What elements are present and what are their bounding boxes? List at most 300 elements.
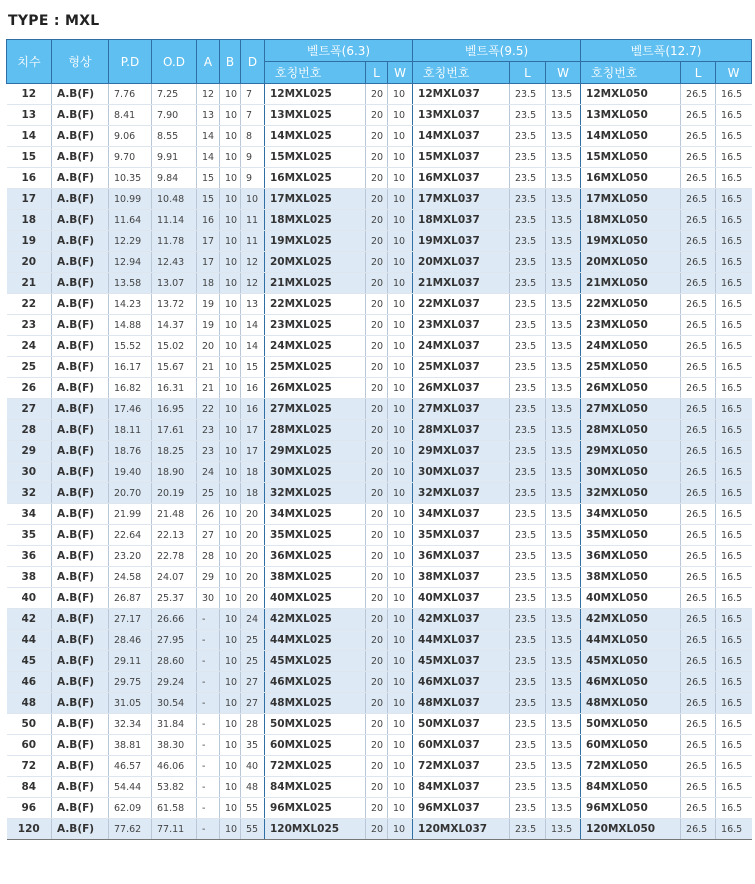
cell-part-no-12-7: 46MXL050 [581, 672, 681, 693]
cell-part-no-9-5: 30MXL037 [413, 462, 510, 483]
cell-w-12-7: 16.5 [716, 399, 752, 420]
cell-a: 17 [197, 231, 220, 252]
cell-w-9-5: 13.5 [546, 546, 581, 567]
cell-l-9-5: 23.5 [510, 630, 546, 651]
cell-od: 22.78 [152, 546, 197, 567]
table-row [7, 441, 752, 462]
cell-part-no-12-7: 35MXL050 [581, 525, 681, 546]
cell-w-6-3: 10 [388, 609, 413, 630]
cell-l-9-5: 23.5 [510, 420, 546, 441]
cell-part-no-6-3: 12MXL025 [265, 84, 366, 105]
cell-w-9-5: 13.5 [546, 714, 581, 735]
cell-b: 10 [220, 777, 241, 798]
cell-l-12-7: 26.5 [681, 798, 716, 819]
cell-size: 35 [7, 525, 52, 546]
cell-l-12-7: 26.5 [681, 147, 716, 168]
table-row [7, 756, 752, 777]
cell-part-no-9-5: 18MXL037 [413, 210, 510, 231]
cell-w-9-5: 13.5 [546, 651, 581, 672]
cell-part-no-6-3: 25MXL025 [265, 357, 366, 378]
cell-b: 10 [220, 273, 241, 294]
cell-w-9-5: 13.5 [546, 483, 581, 504]
cell-w-12-7: 16.5 [716, 336, 752, 357]
cell-part-no-6-3: 36MXL025 [265, 546, 366, 567]
cell-d: 25 [241, 630, 265, 651]
col-header-w: W [388, 62, 413, 84]
cell-w-9-5: 13.5 [546, 231, 581, 252]
cell-w-9-5: 13.5 [546, 84, 581, 105]
cell-d: 11 [241, 210, 265, 231]
cell-w-12-7: 16.5 [716, 693, 752, 714]
cell-l-12-7: 26.5 [681, 378, 716, 399]
cell-part-no-9-5: 26MXL037 [413, 378, 510, 399]
cell-part-no-12-7: 84MXL050 [581, 777, 681, 798]
cell-l-6-3: 20 [366, 798, 388, 819]
cell-w-6-3: 10 [388, 378, 413, 399]
cell-size: 48 [7, 693, 52, 714]
cell-part-no-9-5: 21MXL037 [413, 273, 510, 294]
cell-w-6-3: 10 [388, 252, 413, 273]
cell-part-no-6-3: 27MXL025 [265, 399, 366, 420]
cell-a: - [197, 693, 220, 714]
cell-l-9-5: 23.5 [510, 588, 546, 609]
cell-w-12-7: 16.5 [716, 483, 752, 504]
cell-l-6-3: 20 [366, 273, 388, 294]
cell-l-9-5: 23.5 [510, 735, 546, 756]
cell-a: 29 [197, 567, 220, 588]
cell-a: 20 [197, 336, 220, 357]
table-row [7, 714, 752, 735]
cell-w-9-5: 13.5 [546, 336, 581, 357]
cell-d: 16 [241, 399, 265, 420]
cell-part-no-9-5: 38MXL037 [413, 567, 510, 588]
cell-size: 42 [7, 609, 52, 630]
cell-part-no-12-7: 30MXL050 [581, 462, 681, 483]
cell-pd: 28.46 [109, 630, 152, 651]
cell-part-no-9-5: 17MXL037 [413, 189, 510, 210]
cell-w-6-3: 10 [388, 483, 413, 504]
cell-l-9-5: 23.5 [510, 819, 546, 840]
col-header-l: L [681, 62, 716, 84]
cell-part-no-12-7: 32MXL050 [581, 483, 681, 504]
cell-l-6-3: 20 [366, 609, 388, 630]
cell-shape: A.B(F) [52, 651, 109, 672]
cell-b: 10 [220, 294, 241, 315]
cell-pd: 17.46 [109, 399, 152, 420]
cell-l-9-5: 23.5 [510, 651, 546, 672]
cell-w-6-3: 10 [388, 399, 413, 420]
cell-w-12-7: 16.5 [716, 714, 752, 735]
cell-a: - [197, 630, 220, 651]
cell-w-12-7: 16.5 [716, 630, 752, 651]
cell-w-12-7: 16.5 [716, 294, 752, 315]
cell-part-no-9-5: 27MXL037 [413, 399, 510, 420]
table-row [7, 315, 752, 336]
cell-w-6-3: 10 [388, 126, 413, 147]
cell-b: 10 [220, 756, 241, 777]
cell-d: 14 [241, 315, 265, 336]
cell-l-9-5: 23.5 [510, 315, 546, 336]
cell-od: 22.13 [152, 525, 197, 546]
cell-shape: A.B(F) [52, 399, 109, 420]
cell-w-6-3: 10 [388, 441, 413, 462]
cell-part-no-6-3: 38MXL025 [265, 567, 366, 588]
cell-part-no-9-5: 24MXL037 [413, 336, 510, 357]
cell-part-no-12-7: 44MXL050 [581, 630, 681, 651]
table-row [7, 798, 752, 819]
cell-part-no-6-3: 45MXL025 [265, 651, 366, 672]
cell-od: 13.07 [152, 273, 197, 294]
cell-size: 96 [7, 798, 52, 819]
col-header-a: A [197, 40, 220, 84]
cell-b: 10 [220, 651, 241, 672]
cell-l-12-7: 26.5 [681, 105, 716, 126]
cell-size: 17 [7, 189, 52, 210]
cell-pd: 22.64 [109, 525, 152, 546]
cell-l-12-7: 26.5 [681, 315, 716, 336]
cell-w-6-3: 10 [388, 546, 413, 567]
table-row [7, 210, 752, 231]
cell-pd: 77.62 [109, 819, 152, 840]
cell-l-6-3: 20 [366, 483, 388, 504]
cell-w-6-3: 10 [388, 735, 413, 756]
cell-l-6-3: 20 [366, 231, 388, 252]
cell-pd: 11.64 [109, 210, 152, 231]
cell-part-no-9-5: 36MXL037 [413, 546, 510, 567]
cell-w-6-3: 10 [388, 630, 413, 651]
cell-w-6-3: 10 [388, 294, 413, 315]
cell-shape: A.B(F) [52, 630, 109, 651]
cell-d: 9 [241, 147, 265, 168]
cell-w-12-7: 16.5 [716, 462, 752, 483]
cell-part-no-12-7: 72MXL050 [581, 756, 681, 777]
cell-d: 7 [241, 84, 265, 105]
cell-d: 28 [241, 714, 265, 735]
cell-l-9-5: 23.5 [510, 756, 546, 777]
cell-shape: A.B(F) [52, 126, 109, 147]
cell-b: 10 [220, 189, 241, 210]
cell-d: 8 [241, 126, 265, 147]
cell-l-12-7: 26.5 [681, 777, 716, 798]
cell-size: 15 [7, 147, 52, 168]
cell-part-no-9-5: 48MXL037 [413, 693, 510, 714]
cell-a: 15 [197, 189, 220, 210]
cell-l-9-5: 23.5 [510, 483, 546, 504]
table-row [7, 651, 752, 672]
cell-size: 28 [7, 420, 52, 441]
cell-part-no-6-3: 15MXL025 [265, 147, 366, 168]
cell-l-12-7: 26.5 [681, 651, 716, 672]
cell-od: 16.31 [152, 378, 197, 399]
cell-l-9-5: 23.5 [510, 273, 546, 294]
cell-pd: 18.11 [109, 420, 152, 441]
cell-part-no-6-3: 120MXL025 [265, 819, 366, 840]
cell-b: 10 [220, 609, 241, 630]
cell-b: 10 [220, 819, 241, 840]
cell-d: 7 [241, 105, 265, 126]
cell-a: 26 [197, 504, 220, 525]
cell-size: 23 [7, 315, 52, 336]
cell-w-9-5: 13.5 [546, 735, 581, 756]
table-row [7, 378, 752, 399]
cell-od: 27.95 [152, 630, 197, 651]
cell-a: - [197, 735, 220, 756]
cell-part-no-9-5: 72MXL037 [413, 756, 510, 777]
cell-b: 10 [220, 735, 241, 756]
cell-shape: A.B(F) [52, 105, 109, 126]
cell-shape: A.B(F) [52, 462, 109, 483]
cell-b: 10 [220, 252, 241, 273]
cell-w-6-3: 10 [388, 588, 413, 609]
cell-l-6-3: 20 [366, 462, 388, 483]
cell-b: 10 [220, 336, 241, 357]
table-row [7, 273, 752, 294]
cell-l-9-5: 23.5 [510, 168, 546, 189]
cell-part-no-12-7: 18MXL050 [581, 210, 681, 231]
cell-part-no-6-3: 13MXL025 [265, 105, 366, 126]
table-row [7, 525, 752, 546]
table-row [7, 231, 752, 252]
cell-pd: 18.76 [109, 441, 152, 462]
cell-od: 11.78 [152, 231, 197, 252]
cell-part-no-12-7: 36MXL050 [581, 546, 681, 567]
cell-b: 10 [220, 168, 241, 189]
table-row [7, 420, 752, 441]
cell-w-9-5: 13.5 [546, 462, 581, 483]
cell-w-9-5: 13.5 [546, 777, 581, 798]
table-row [7, 504, 752, 525]
header-row-groups [7, 40, 752, 62]
cell-part-no-12-7: 26MXL050 [581, 378, 681, 399]
cell-w-6-3: 10 [388, 168, 413, 189]
cell-shape: A.B(F) [52, 735, 109, 756]
cell-l-12-7: 26.5 [681, 399, 716, 420]
cell-b: 10 [220, 231, 241, 252]
cell-shape: A.B(F) [52, 252, 109, 273]
cell-l-12-7: 26.5 [681, 735, 716, 756]
cell-d: 17 [241, 420, 265, 441]
cell-od: 21.48 [152, 504, 197, 525]
cell-w-6-3: 10 [388, 147, 413, 168]
cell-a: 13 [197, 105, 220, 126]
cell-part-no-9-5: 42MXL037 [413, 609, 510, 630]
cell-part-no-9-5: 34MXL037 [413, 504, 510, 525]
cell-l-9-5: 23.5 [510, 504, 546, 525]
cell-part-no-9-5: 35MXL037 [413, 525, 510, 546]
cell-size: 14 [7, 126, 52, 147]
cell-w-9-5: 13.5 [546, 168, 581, 189]
cell-part-no-6-3: 34MXL025 [265, 504, 366, 525]
cell-pd: 13.58 [109, 273, 152, 294]
cell-w-6-3: 10 [388, 189, 413, 210]
cell-w-9-5: 13.5 [546, 210, 581, 231]
cell-l-12-7: 26.5 [681, 357, 716, 378]
cell-w-6-3: 10 [388, 273, 413, 294]
cell-l-12-7: 26.5 [681, 294, 716, 315]
cell-l-6-3: 20 [366, 189, 388, 210]
cell-a: 24 [197, 462, 220, 483]
table-row [7, 336, 752, 357]
cell-l-9-5: 23.5 [510, 525, 546, 546]
cell-w-6-3: 10 [388, 756, 413, 777]
cell-pd: 10.35 [109, 168, 152, 189]
col-header-part-no: 호칭번호 [581, 62, 681, 84]
cell-l-9-5: 23.5 [510, 546, 546, 567]
cell-part-no-6-3: 16MXL025 [265, 168, 366, 189]
cell-part-no-9-5: 60MXL037 [413, 735, 510, 756]
cell-part-no-6-3: 22MXL025 [265, 294, 366, 315]
cell-part-no-9-5: 50MXL037 [413, 714, 510, 735]
cell-b: 10 [220, 504, 241, 525]
cell-shape: A.B(F) [52, 168, 109, 189]
pulley-spec-table [6, 39, 752, 840]
cell-b: 10 [220, 105, 241, 126]
cell-od: 53.82 [152, 777, 197, 798]
cell-part-no-12-7: 27MXL050 [581, 399, 681, 420]
cell-od: 31.84 [152, 714, 197, 735]
cell-shape: A.B(F) [52, 609, 109, 630]
col-header-w: W [546, 62, 581, 84]
table-row [7, 693, 752, 714]
cell-a: 22 [197, 399, 220, 420]
cell-a: 23 [197, 420, 220, 441]
cell-size: 22 [7, 294, 52, 315]
cell-shape: A.B(F) [52, 378, 109, 399]
cell-part-no-6-3: 18MXL025 [265, 210, 366, 231]
cell-w-9-5: 13.5 [546, 798, 581, 819]
cell-l-6-3: 20 [366, 735, 388, 756]
cell-part-no-6-3: 14MXL025 [265, 126, 366, 147]
cell-b: 10 [220, 399, 241, 420]
cell-a: - [197, 756, 220, 777]
cell-w-6-3: 10 [388, 567, 413, 588]
cell-shape: A.B(F) [52, 756, 109, 777]
cell-w-9-5: 13.5 [546, 630, 581, 651]
cell-w-12-7: 16.5 [716, 777, 752, 798]
cell-l-6-3: 20 [366, 714, 388, 735]
cell-pd: 62.09 [109, 798, 152, 819]
cell-od: 8.55 [152, 126, 197, 147]
cell-part-no-12-7: 19MXL050 [581, 231, 681, 252]
cell-pd: 29.75 [109, 672, 152, 693]
cell-d: 20 [241, 588, 265, 609]
cell-shape: A.B(F) [52, 336, 109, 357]
cell-part-no-9-5: 22MXL037 [413, 294, 510, 315]
cell-part-no-6-3: 96MXL025 [265, 798, 366, 819]
cell-part-no-12-7: 24MXL050 [581, 336, 681, 357]
cell-pd: 10.99 [109, 189, 152, 210]
cell-d: 20 [241, 567, 265, 588]
cell-part-no-12-7: 96MXL050 [581, 798, 681, 819]
cell-l-12-7: 26.5 [681, 567, 716, 588]
cell-part-no-6-3: 29MXL025 [265, 441, 366, 462]
cell-size: 84 [7, 777, 52, 798]
table-row [7, 819, 752, 840]
cell-d: 55 [241, 819, 265, 840]
cell-a: 21 [197, 378, 220, 399]
cell-size: 72 [7, 756, 52, 777]
cell-size: 34 [7, 504, 52, 525]
cell-l-6-3: 20 [366, 336, 388, 357]
cell-part-no-6-3: 21MXL025 [265, 273, 366, 294]
cell-d: 11 [241, 231, 265, 252]
cell-l-6-3: 20 [366, 105, 388, 126]
col-header-w: W [716, 62, 752, 84]
cell-d: 12 [241, 273, 265, 294]
cell-b: 10 [220, 630, 241, 651]
table-row [7, 630, 752, 651]
cell-w-6-3: 10 [388, 672, 413, 693]
cell-w-12-7: 16.5 [716, 252, 752, 273]
cell-w-6-3: 10 [388, 357, 413, 378]
cell-b: 10 [220, 483, 241, 504]
cell-size: 24 [7, 336, 52, 357]
cell-pd: 7.76 [109, 84, 152, 105]
cell-w-6-3: 10 [388, 420, 413, 441]
cell-size: 26 [7, 378, 52, 399]
cell-b: 10 [220, 672, 241, 693]
cell-pd: 27.17 [109, 609, 152, 630]
cell-od: 26.66 [152, 609, 197, 630]
cell-d: 18 [241, 483, 265, 504]
cell-od: 9.91 [152, 147, 197, 168]
cell-l-9-5: 23.5 [510, 693, 546, 714]
cell-w-6-3: 10 [388, 777, 413, 798]
cell-w-12-7: 16.5 [716, 210, 752, 231]
cell-w-9-5: 13.5 [546, 399, 581, 420]
cell-l-12-7: 26.5 [681, 714, 716, 735]
cell-pd: 14.23 [109, 294, 152, 315]
table-row [7, 777, 752, 798]
cell-l-6-3: 20 [366, 315, 388, 336]
cell-w-6-3: 10 [388, 210, 413, 231]
cell-size: 50 [7, 714, 52, 735]
cell-a: - [197, 672, 220, 693]
cell-d: 55 [241, 798, 265, 819]
cell-part-no-12-7: 42MXL050 [581, 609, 681, 630]
cell-od: 9.84 [152, 168, 197, 189]
cell-pd: 8.41 [109, 105, 152, 126]
cell-w-12-7: 16.5 [716, 378, 752, 399]
cell-l-12-7: 26.5 [681, 819, 716, 840]
col-header-part-no: 호칭번호 [265, 62, 366, 84]
cell-pd: 12.29 [109, 231, 152, 252]
cell-w-9-5: 13.5 [546, 294, 581, 315]
cell-w-12-7: 16.5 [716, 546, 752, 567]
cell-part-no-9-5: 46MXL037 [413, 672, 510, 693]
cell-a: 14 [197, 147, 220, 168]
cell-a: 30 [197, 588, 220, 609]
cell-size: 20 [7, 252, 52, 273]
cell-od: 17.61 [152, 420, 197, 441]
cell-l-9-5: 23.5 [510, 189, 546, 210]
col-header-size: 치수 [7, 40, 52, 84]
cell-w-9-5: 13.5 [546, 126, 581, 147]
cell-size: 18 [7, 210, 52, 231]
col-header-pd: P.D [109, 40, 152, 84]
cell-l-6-3: 20 [366, 252, 388, 273]
table-row [7, 126, 752, 147]
cell-size: 16 [7, 168, 52, 189]
cell-od: 15.67 [152, 357, 197, 378]
cell-w-12-7: 16.5 [716, 189, 752, 210]
cell-l-6-3: 20 [366, 357, 388, 378]
cell-shape: A.B(F) [52, 525, 109, 546]
cell-part-no-12-7: 14MXL050 [581, 126, 681, 147]
cell-od: 11.14 [152, 210, 197, 231]
cell-part-no-6-3: 42MXL025 [265, 609, 366, 630]
table-row [7, 588, 752, 609]
